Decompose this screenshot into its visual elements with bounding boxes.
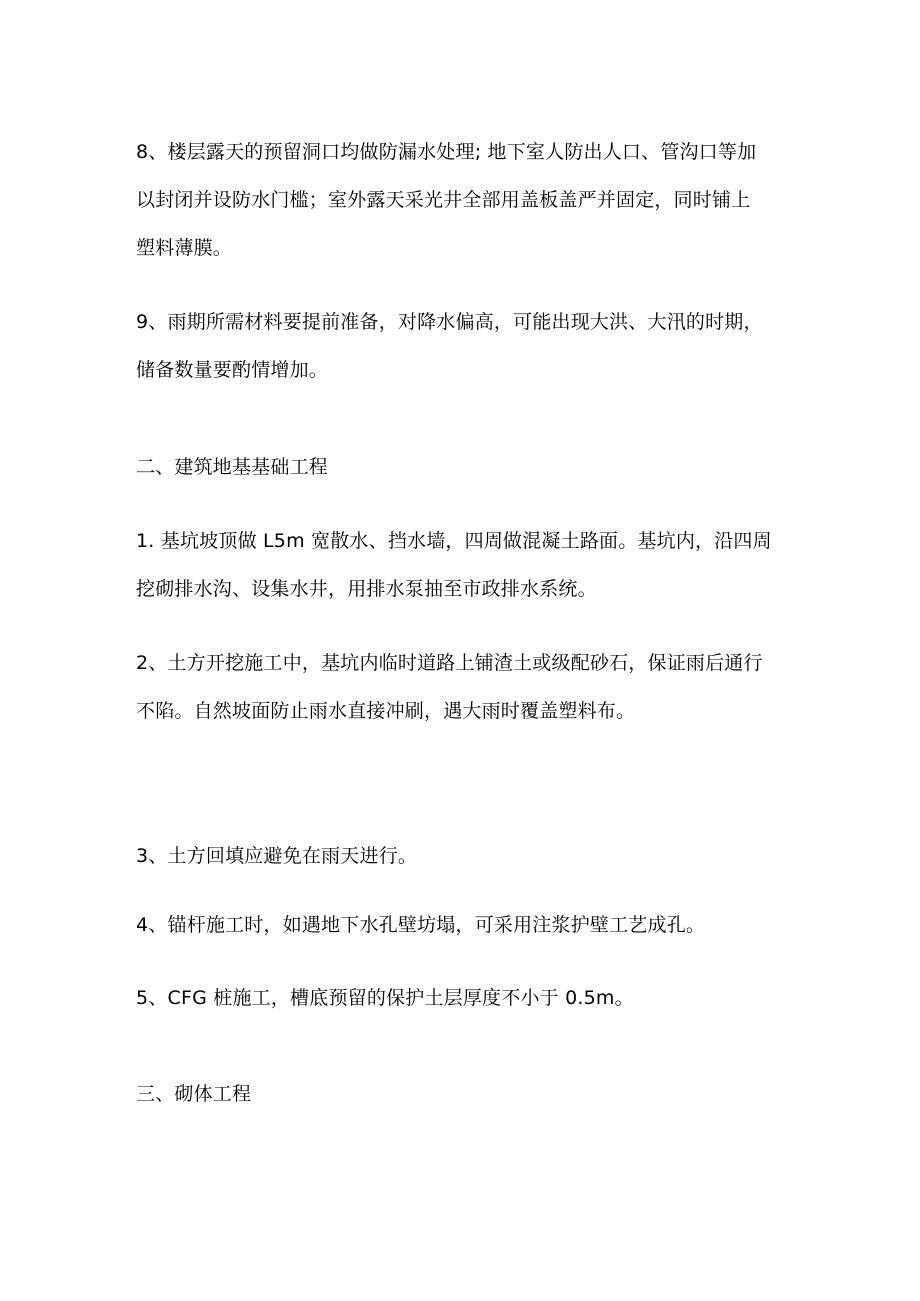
- item-8-line-1: 8、楼层露天的预留洞口均做防漏水处理; 地下室人防出人口、管沟口等加: [136, 141, 757, 163]
- section-2-item-5: 5、CFG 桩施工，槽底预留的保护土层厚度不小于 0.5m。: [136, 987, 634, 1009]
- item-9-line-1: 9、雨期所需材料要提前准备，对降水偏高，可能出现大洪、大汛的时期，: [136, 311, 763, 333]
- section-2-heading: 二、建筑地基基础工程: [136, 456, 329, 478]
- section-2-item-2-line-1: 2、土方开挖施工中，基坑内临时道路上铺渣土或级配砂石，保证雨后通行: [136, 652, 763, 674]
- section-2-item-4: 4、锚杆施工时，如遇地下水孔壁坊塌，可采用注浆护壁工艺成孔。: [136, 914, 706, 936]
- item-9-line-2: 储备数量要酌情增加。: [136, 359, 329, 381]
- section-3-heading: 三、砌体工程: [136, 1083, 252, 1105]
- item-8-line-3: 塑料薄膜。: [136, 237, 233, 259]
- item-8-line-2: 以封闭并设防水门槛；室外露天采光井全部用盖板盖严并固定，同时铺上: [136, 189, 751, 211]
- section-2-item-3: 3、土方回填应避免在雨天进行。: [136, 845, 418, 867]
- section-2-item-2-line-2: 不陷。自然坡面防止雨水直接冲刷，遇大雨时覆盖塑料布。: [136, 700, 636, 722]
- section-2-item-1-line-2: 挖砌排水沟、设集水井，用排水泵抽至市政排水系统。: [136, 578, 597, 600]
- section-2-item-1-line-1: 1. 基坑坡顶做 L5m 宽散水、挡水墙，四周做混凝土路面。基坑内，沿四周: [136, 530, 772, 552]
